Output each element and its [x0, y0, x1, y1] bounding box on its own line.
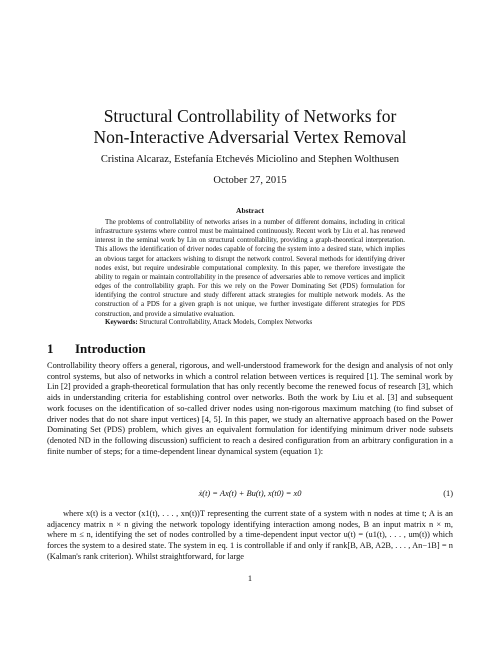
title-line-1: Structural Controllability of Networks for [103, 106, 397, 126]
post-equation-paragraph: where x(t) is a vector (x1(t), . . . , xn(t))T representing the current state of a system with n nodes at time t; A is an adjacency matrix n × n giving the network topology identifying interaction among nodes, B an input matrix n × m, where m ≤ n, identifying the set of nodes controlled by a time-dependent input vector u(t) = (u1(t), . . . , um(t)) which forces the system to a desired state. The system in eq. 1 is controllable if and only if rank[B, AB, A2B, . . . , An−1B] = n (Kalman's rank criterion). Whilst straightforward, for large [47, 509, 453, 561]
abstract-heading: Abstract [236, 206, 264, 215]
section-title: Introduction [75, 341, 146, 356]
paper-title [0, 106, 500, 148]
keywords-label: Keywords: [105, 318, 138, 326]
section-heading [47, 341, 146, 357]
abstract-text: The problems of controllability of networks arises in a number of different domains, including in critical infrastructure systems where control must be maintained continuously. Recent work by Liu et al. has renewed interest in the seminal work by Lin on structural controllability, providing a graph-theoretical interpretation. This allows the identification of driver nodes capable of forcing the system into a desired state, which implies an obvious target for attackers wishing to disrupt the network control. Several methods for identifying driver nodes exist, but require undesirable computational complexity. In this paper, we therefore investigate the ability to regain or maintain controllability in the presence of adversaries able to remove vertices and implicit edges of the controllability graph. For this we rely on the Power Dominating Set (PDS) formulation for identifying the control structure and study different attack strategies for multiple network models. As the construction of a PDS for a given graph is not unique, we further investigate different strategies for PDS construction, and provide a simulative evaluation. [95, 218, 405, 318]
keywords [105, 318, 405, 327]
date: October 27, 2015 [213, 175, 287, 186]
equation-number: (1) [443, 489, 453, 498]
section-number: 1 [47, 341, 54, 356]
page-number: 1 [247, 574, 253, 583]
intro-paragraph: Controllability theory offers a general, rigorous, and well-understood framework for the design and analysis of not only control systems, but also of networks in which a control relation between vertices is required [1]. The seminal work by Lin [2] provided a graph-theoretical formulation that has only recently become the renewed focus of research [3], which aids in understanding criteria for establishing control over networks. Both the work by Liu et al. [3] and subsequent work focuses on the identification of so-called driver nodes using non-rigorous maximum matching (to find subset of driver nodes that do not share input vertices) [4, 5]. In this paper, we study an alternative approach based on the Power Dominating Set (PDS) problem, which gives an equivalent formulation for identifying minimum driver node subsets (denoted ND in the following discussion) sufficient to reach a desired configuration from an arbitrary configuration in a finite number of steps; for a time-dependent linear dynamical system (equation 1): [47, 361, 453, 456]
title-line-2: Non-Interactive Adversarial Vertex Removal [93, 127, 407, 147]
authors: Cristina Alcaraz, Estefanía Etchevés Miciolino and Stephen Wolthusen [100, 154, 400, 165]
equation-text: ẋ(t) = Ax(t) + Bu(t), x(t0) = x0 [198, 489, 302, 498]
equation-1 [47, 489, 453, 502]
keywords-list: Structural Controllability, Attack Models, Complex Networks [139, 318, 313, 326]
